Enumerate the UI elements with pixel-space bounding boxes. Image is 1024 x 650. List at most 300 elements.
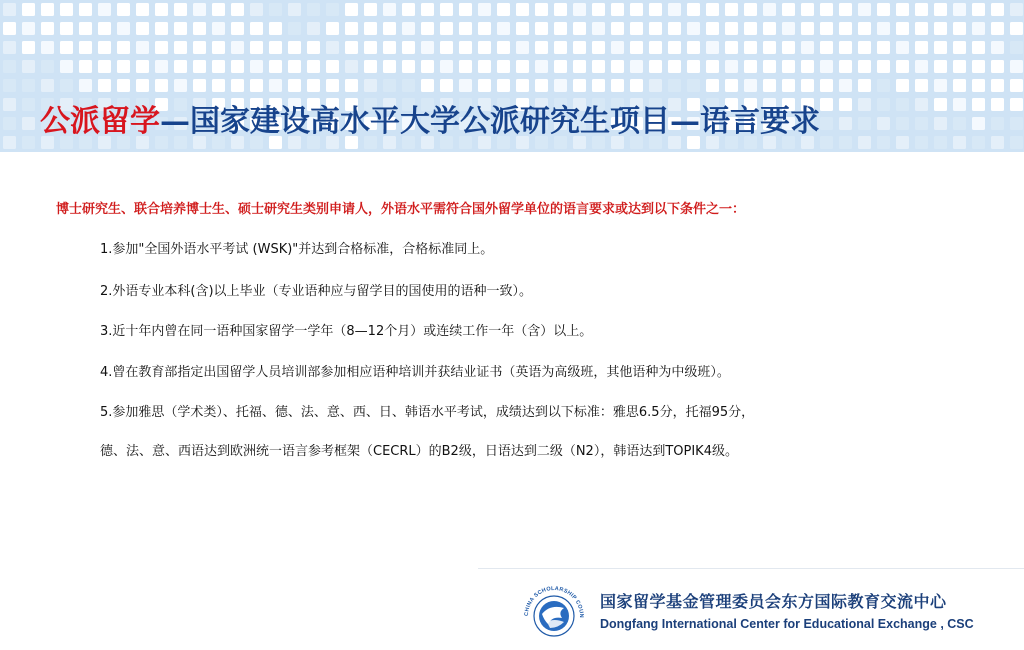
map-dot-63: [155, 22, 168, 35]
map-dot-1: [22, 3, 35, 16]
map-dot-127: [326, 41, 339, 54]
map-dot-65: [193, 22, 206, 35]
map-dot-330: [3, 117, 16, 130]
map-dot-47: [896, 3, 909, 16]
map-dot-231: [212, 79, 225, 92]
map-dot-222: [41, 79, 54, 92]
map-dot-224: [79, 79, 92, 92]
map-dot-55: [3, 22, 16, 35]
map-dot-259: [744, 79, 757, 92]
map-dot-5: [98, 3, 111, 16]
map-dot-376: [877, 117, 890, 130]
map-dot-241: [402, 79, 415, 92]
map-dot-16: [307, 3, 320, 16]
map-dot-76: [402, 22, 415, 35]
map-dot-434: [934, 136, 947, 149]
map-dot-431: [877, 136, 890, 149]
map-dot-122: [231, 41, 244, 54]
logo-ring-text: CHINA SCHOLARSHIP COUN: [523, 585, 585, 618]
map-dot-11: [212, 3, 225, 16]
map-dot-30: [573, 3, 586, 16]
map-dot-10: [193, 3, 206, 16]
requirement-item-1: 1.参加"全国外语水平考试 (WSK)"并达到合格标准，合格标准同上。: [100, 242, 494, 257]
map-dot-181: [307, 60, 320, 73]
map-dot-252: [611, 79, 624, 92]
map-dot-246: [497, 79, 510, 92]
map-dot-178: [250, 60, 263, 73]
map-dot-212: [896, 60, 909, 73]
map-dot-44: [839, 3, 852, 16]
map-dot-21: [402, 3, 415, 16]
map-dot-8: [155, 3, 168, 16]
requirement-item-2: 2.外语专业本科(含)以上毕业（专业语种应与留学目的国使用的语种一致）。: [100, 284, 533, 299]
map-dot-319: [839, 98, 852, 111]
map-dot-88: [630, 22, 643, 35]
map-dot-165: [3, 60, 16, 73]
map-dot-202: [706, 60, 719, 73]
map-dot-251: [592, 79, 605, 92]
map-dot-13: [250, 3, 263, 16]
map-dot-24: [459, 3, 472, 16]
map-dot-221: [22, 79, 35, 92]
map-dot-110: [3, 41, 16, 54]
map-dot-83: [535, 22, 548, 35]
map-dot-126: [307, 41, 320, 54]
map-dot-321: [877, 98, 890, 111]
map-dot-117: [136, 41, 149, 54]
map-dot-123: [250, 41, 263, 54]
map-dot-31: [592, 3, 605, 16]
map-dot-48: [915, 3, 928, 16]
map-dot-236: [307, 79, 320, 92]
map-dot-266: [877, 79, 890, 92]
map-dot-191: [497, 60, 510, 73]
map-dot-257: [706, 79, 719, 92]
map-dot-209: [839, 60, 852, 73]
map-dot-104: [934, 22, 947, 35]
map-dot-331: [22, 117, 35, 130]
map-dot-139: [554, 41, 567, 54]
map-dot-223: [60, 79, 73, 92]
map-dot-138: [535, 41, 548, 54]
map-dot-265: [858, 79, 871, 92]
map-dot-115: [98, 41, 111, 54]
map-dot-142: [611, 41, 624, 54]
map-dot-45: [858, 3, 871, 16]
map-dot-140: [573, 41, 586, 54]
map-dot-57: [41, 22, 54, 35]
csc-logo: [520, 578, 588, 646]
map-dot-197: [611, 60, 624, 73]
map-dot-133: [440, 41, 453, 54]
map-dot-169: [79, 60, 92, 73]
map-dot-186: [402, 60, 415, 73]
map-dot-80: [478, 22, 491, 35]
map-dot-255: [668, 79, 681, 92]
map-dot-248: [535, 79, 548, 92]
map-dot-437: [991, 136, 1004, 149]
map-dot-225: [98, 79, 111, 92]
map-dot-194: [554, 60, 567, 73]
map-dot-39: [744, 3, 757, 16]
requirement-item-3: 3.近十年内曾在同一语种国家留学一学年（8—12个月）或连续工作一年（含）以上。: [100, 324, 593, 339]
map-dot-234: [269, 79, 282, 92]
map-dot-101: [877, 22, 890, 35]
map-dot-232: [231, 79, 244, 92]
organization-name-english: Dongfang International Center for Educational Exchange , CSC: [600, 617, 974, 631]
map-dot-77: [421, 22, 434, 35]
map-dot-32: [611, 3, 624, 16]
map-dot-162: [991, 41, 1004, 54]
map-dot-263: [820, 79, 833, 92]
map-dot-260: [763, 79, 776, 92]
map-dot-98: [820, 22, 833, 35]
map-dot-61: [117, 22, 130, 35]
title-main: —国家建设高水平大学公派研究生项目—语言要求: [160, 104, 820, 139]
map-dot-218: [1010, 60, 1023, 73]
map-dot-19: [364, 3, 377, 16]
slide-title: [40, 102, 820, 142]
map-dot-249: [554, 79, 567, 92]
requirement-item-5: 5.参加雅思（学术类）、托福、德、法、意、西、日、韩语水平考试，成绩达到以下标准：雅思6.5分，托福95分，: [100, 405, 755, 420]
map-dot-125: [288, 41, 301, 54]
map-dot-85: [573, 22, 586, 35]
map-dot-100: [858, 22, 871, 35]
map-dot-193: [535, 60, 548, 73]
map-dot-245: [478, 79, 491, 92]
requirement-item-5-continued: 德、法、意、西语达到欧洲统一语言参考框架（CECRL）的B2级，日语达到二级（N2），韩语达到TOPIK4级。: [100, 444, 738, 459]
map-dot-105: [953, 22, 966, 35]
map-dot-228: [155, 79, 168, 92]
map-dot-7: [136, 3, 149, 16]
map-dot-243: [440, 79, 453, 92]
footer-divider: [478, 568, 1024, 569]
map-dot-36: [687, 3, 700, 16]
map-dot-103: [915, 22, 928, 35]
map-dot-102: [896, 22, 909, 35]
map-dot-71: [307, 22, 320, 35]
map-dot-256: [687, 79, 700, 92]
map-dot-50: [953, 3, 966, 16]
map-dot-82: [516, 22, 529, 35]
map-dot-166: [22, 60, 35, 73]
map-dot-156: [877, 41, 890, 54]
map-dot-323: [915, 98, 928, 111]
map-dot-157: [896, 41, 909, 54]
map-dot-141: [592, 41, 605, 54]
map-dot-149: [744, 41, 757, 54]
map-dot-435: [953, 136, 966, 149]
map-dot-433: [915, 136, 928, 149]
map-dot-189: [459, 60, 472, 73]
map-dot-14: [269, 3, 282, 16]
map-dot-380: [953, 117, 966, 130]
map-dot-226: [117, 79, 130, 92]
map-dot-68: [250, 22, 263, 35]
map-dot-99: [839, 22, 852, 35]
map-dot-64: [174, 22, 187, 35]
map-dot-107: [991, 22, 1004, 35]
map-dot-188: [440, 60, 453, 73]
map-dot-87: [611, 22, 624, 35]
map-dot-170: [98, 60, 111, 73]
map-dot-324: [934, 98, 947, 111]
map-dot-135: [478, 41, 491, 54]
map-dot-120: [193, 41, 206, 54]
map-dot-9: [174, 3, 187, 16]
map-dot-205: [763, 60, 776, 73]
map-dot-436: [972, 136, 985, 149]
map-dot-175: [193, 60, 206, 73]
map-dot-152: [801, 41, 814, 54]
map-dot-171: [117, 60, 130, 73]
map-dot-96: [782, 22, 795, 35]
map-dot-327: [991, 98, 1004, 111]
map-dot-196: [592, 60, 605, 73]
map-dot-383: [1010, 117, 1023, 130]
map-dot-131: [402, 41, 415, 54]
map-dot-207: [801, 60, 814, 73]
map-dot-18: [345, 3, 358, 16]
map-dot-22: [421, 3, 434, 16]
map-dot-326: [972, 98, 985, 111]
map-dot-233: [250, 79, 263, 92]
requirement-item-4: 4.曾在教育部指定出国留学人员培训部参加相应语种培训并获结业证书（英语为高级班，其他语种为中级班）。: [100, 365, 730, 380]
map-dot-206: [782, 60, 795, 73]
map-dot-37: [706, 3, 719, 16]
map-dot-58: [60, 22, 73, 35]
map-dot-49: [934, 3, 947, 16]
map-dot-43: [820, 3, 833, 16]
map-dot-146: [687, 41, 700, 54]
map-dot-12: [231, 3, 244, 16]
map-dot-208: [820, 60, 833, 73]
map-dot-89: [649, 22, 662, 35]
map-dot-253: [630, 79, 643, 92]
map-dot-182: [326, 60, 339, 73]
map-dot-20: [383, 3, 396, 16]
map-dot-382: [991, 117, 1004, 130]
map-dot-124: [269, 41, 282, 54]
map-dot-238: [345, 79, 358, 92]
map-dot-267: [896, 79, 909, 92]
map-dot-70: [288, 22, 301, 35]
map-dot-3: [60, 3, 73, 16]
map-dot-190: [478, 60, 491, 73]
map-dot-318: [820, 98, 833, 111]
map-dot-155: [858, 41, 871, 54]
map-dot-26: [497, 3, 510, 16]
map-dot-153: [820, 41, 833, 54]
map-dot-428: [820, 136, 833, 149]
map-dot-40: [763, 3, 776, 16]
map-dot-275: [3, 98, 16, 111]
map-dot-42: [801, 3, 814, 16]
map-dot-60: [98, 22, 111, 35]
title-highlight: 公派留学: [40, 104, 160, 139]
map-dot-273: [1010, 79, 1023, 92]
map-dot-111: [22, 41, 35, 54]
map-dot-118: [155, 41, 168, 54]
map-dot-75: [383, 22, 396, 35]
map-dot-144: [649, 41, 662, 54]
map-dot-62: [136, 22, 149, 35]
map-dot-217: [991, 60, 1004, 73]
map-dot-271: [972, 79, 985, 92]
map-dot-429: [839, 136, 852, 149]
map-dot-28: [535, 3, 548, 16]
map-dot-264: [839, 79, 852, 92]
map-dot-215: [953, 60, 966, 73]
map-dot-432: [896, 136, 909, 149]
map-dot-438: [1010, 136, 1023, 149]
map-dot-121: [212, 41, 225, 54]
map-dot-180: [288, 60, 301, 73]
map-dot-381: [972, 117, 985, 130]
map-dot-23: [440, 3, 453, 16]
map-dot-136: [497, 41, 510, 54]
map-dot-81: [497, 22, 510, 35]
map-dot-97: [801, 22, 814, 35]
map-dot-161: [972, 41, 985, 54]
map-dot-73: [345, 22, 358, 35]
map-dot-242: [421, 79, 434, 92]
map-dot-250: [573, 79, 586, 92]
map-dot-373: [820, 117, 833, 130]
map-dot-119: [174, 41, 187, 54]
map-dot-25: [478, 3, 491, 16]
map-dot-179: [269, 60, 282, 73]
map-dot-261: [782, 79, 795, 92]
map-dot-0: [3, 3, 16, 16]
map-dot-213: [915, 60, 928, 73]
map-dot-116: [117, 41, 130, 54]
map-dot-268: [915, 79, 928, 92]
map-dot-379: [934, 117, 947, 130]
map-dot-143: [630, 41, 643, 54]
map-dot-269: [934, 79, 947, 92]
map-dot-227: [136, 79, 149, 92]
map-dot-320: [858, 98, 871, 111]
map-dot-17: [326, 3, 339, 16]
map-dot-172: [136, 60, 149, 73]
map-dot-270: [953, 79, 966, 92]
map-dot-90: [668, 22, 681, 35]
map-dot-214: [934, 60, 947, 73]
map-dot-374: [839, 117, 852, 130]
map-dot-201: [687, 60, 700, 73]
map-dot-6: [117, 3, 130, 16]
map-dot-174: [174, 60, 187, 73]
map-dot-378: [915, 117, 928, 130]
map-dot-29: [554, 3, 567, 16]
map-dot-91: [687, 22, 700, 35]
map-dot-177: [231, 60, 244, 73]
map-dot-129: [364, 41, 377, 54]
map-dot-4: [79, 3, 92, 16]
map-dot-430: [858, 136, 871, 149]
map-dot-53: [1010, 3, 1023, 16]
map-dot-195: [573, 60, 586, 73]
intro-text: 博士研究生、联合培养博士生、硕士研究生类别申请人，外语水平需符合国外留学单位的语言要求或达到以下条件之一：: [56, 202, 746, 217]
map-dot-187: [421, 60, 434, 73]
map-dot-254: [649, 79, 662, 92]
map-dot-183: [345, 60, 358, 73]
map-dot-92: [706, 22, 719, 35]
map-dot-386: [22, 136, 35, 149]
map-dot-375: [858, 117, 871, 130]
map-dot-158: [915, 41, 928, 54]
map-dot-86: [592, 22, 605, 35]
map-dot-41: [782, 3, 795, 16]
map-dot-325: [953, 98, 966, 111]
map-dot-163: [1010, 41, 1023, 54]
map-dot-147: [706, 41, 719, 54]
map-dot-51: [972, 3, 985, 16]
map-dot-66: [212, 22, 225, 35]
map-dot-52: [991, 3, 1004, 16]
map-dot-112: [41, 41, 54, 54]
map-dot-237: [326, 79, 339, 92]
map-dot-168: [60, 60, 73, 73]
map-dot-198: [630, 60, 643, 73]
map-dot-34: [649, 3, 662, 16]
map-dot-132: [421, 41, 434, 54]
map-dot-258: [725, 79, 738, 92]
map-dot-230: [193, 79, 206, 92]
map-dot-27: [516, 3, 529, 16]
map-dot-145: [668, 41, 681, 54]
map-dot-113: [60, 41, 73, 54]
map-dot-173: [155, 60, 168, 73]
map-dot-69: [269, 22, 282, 35]
map-dot-185: [383, 60, 396, 73]
map-dot-203: [725, 60, 738, 73]
map-dot-95: [763, 22, 776, 35]
map-dot-239: [364, 79, 377, 92]
map-dot-114: [79, 41, 92, 54]
map-dot-244: [459, 79, 472, 92]
map-dot-2: [41, 3, 54, 16]
map-dot-130: [383, 41, 396, 54]
map-dot-211: [877, 60, 890, 73]
map-dot-229: [174, 79, 187, 92]
map-dot-322: [896, 98, 909, 111]
map-dot-74: [364, 22, 377, 35]
map-dot-385: [3, 136, 16, 149]
map-dot-93: [725, 22, 738, 35]
map-dot-247: [516, 79, 529, 92]
map-dot-78: [440, 22, 453, 35]
map-dot-59: [79, 22, 92, 35]
map-dot-79: [459, 22, 472, 35]
map-dot-240: [383, 79, 396, 92]
map-dot-151: [782, 41, 795, 54]
map-dot-216: [972, 60, 985, 73]
map-dot-108: [1010, 22, 1023, 35]
map-dot-220: [3, 79, 16, 92]
map-dot-35: [668, 3, 681, 16]
map-dot-272: [991, 79, 1004, 92]
map-dot-150: [763, 41, 776, 54]
map-dot-137: [516, 41, 529, 54]
map-dot-184: [364, 60, 377, 73]
map-dot-328: [1010, 98, 1023, 111]
map-dot-94: [744, 22, 757, 35]
map-dot-56: [22, 22, 35, 35]
organization-name-chinese: 国家留学基金管理委员会东方国际教育交流中心: [600, 592, 947, 611]
map-dot-154: [839, 41, 852, 54]
